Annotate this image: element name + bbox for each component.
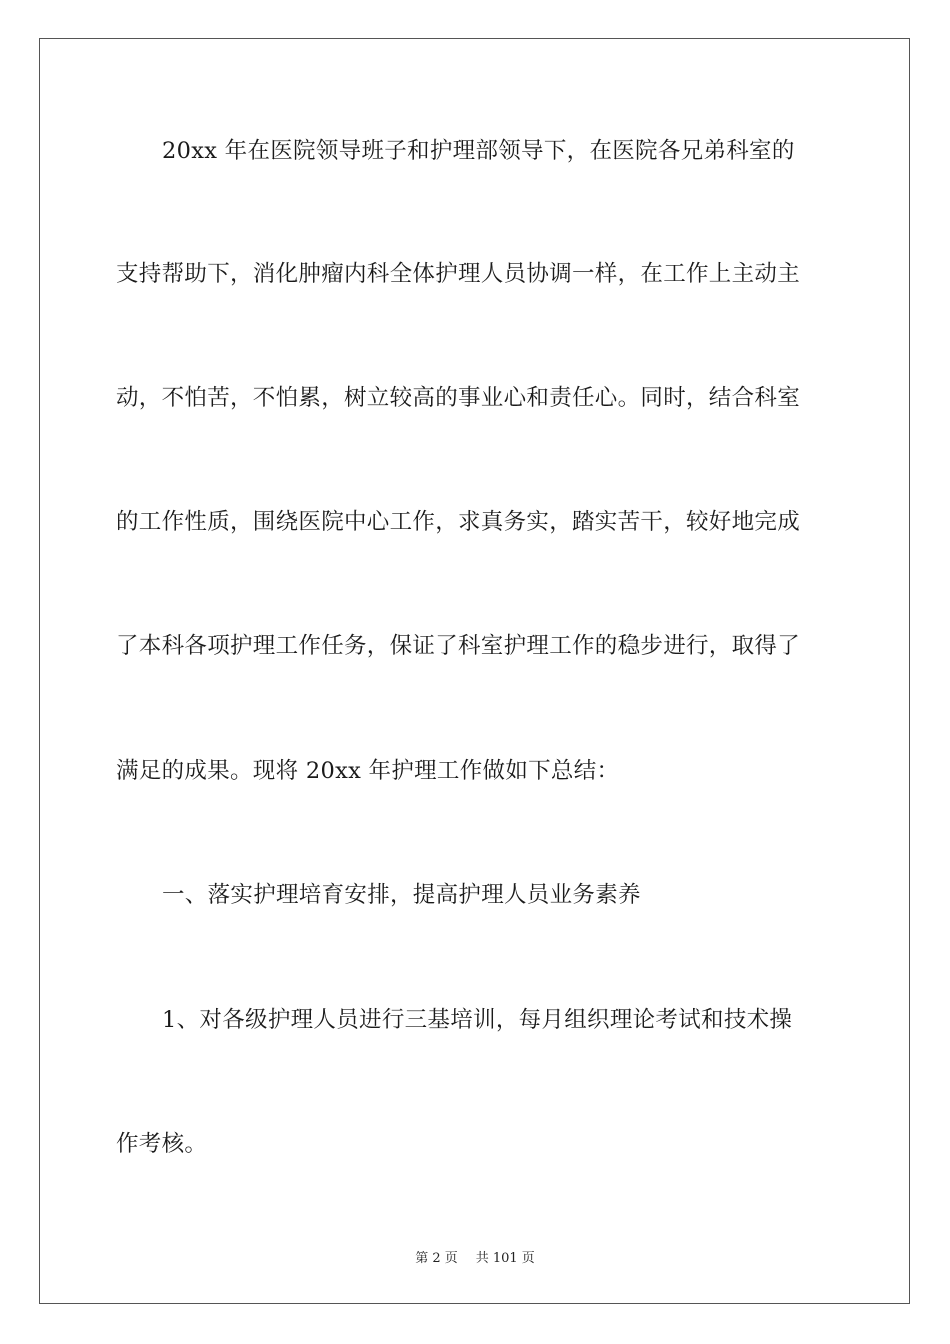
page-number: 第 2 页	[415, 1251, 458, 1266]
paragraph-line: 20xx 年在医院领导班子和护理部领导下，在医院各兄弟科室的	[162, 138, 795, 164]
paragraph-line: 了本科各项护理工作任务，保证了科室护理工作的稳步进行，取得了	[116, 633, 801, 659]
paragraph-line: 的工作性质，围绕医院中心工作，求真务实，踏实苦干，较好地完成	[116, 509, 801, 535]
list-item-line: 1、对各级护理人员进行三基培训，每月组织理论考试和技术操	[162, 1007, 793, 1033]
list-item-line: 作考核。	[116, 1131, 208, 1157]
paragraph-line: 支持帮助下，消化肿瘤内科全体护理人员协调一样，在工作上主动主	[116, 261, 801, 287]
page-border	[39, 38, 910, 1304]
paragraph-line: 满足的成果。现将 20xx 年护理工作做如下总结：	[116, 758, 620, 784]
section-heading: 一、落实护理培育安排，提高护理人员业务素养	[162, 882, 641, 908]
page-footer	[0, 1247, 950, 1266]
page-total: 共 101 页	[475, 1251, 535, 1266]
paragraph-line: 动，不怕苦，不怕累，树立较高的事业心和责任心。同时，结合科室	[116, 385, 801, 411]
